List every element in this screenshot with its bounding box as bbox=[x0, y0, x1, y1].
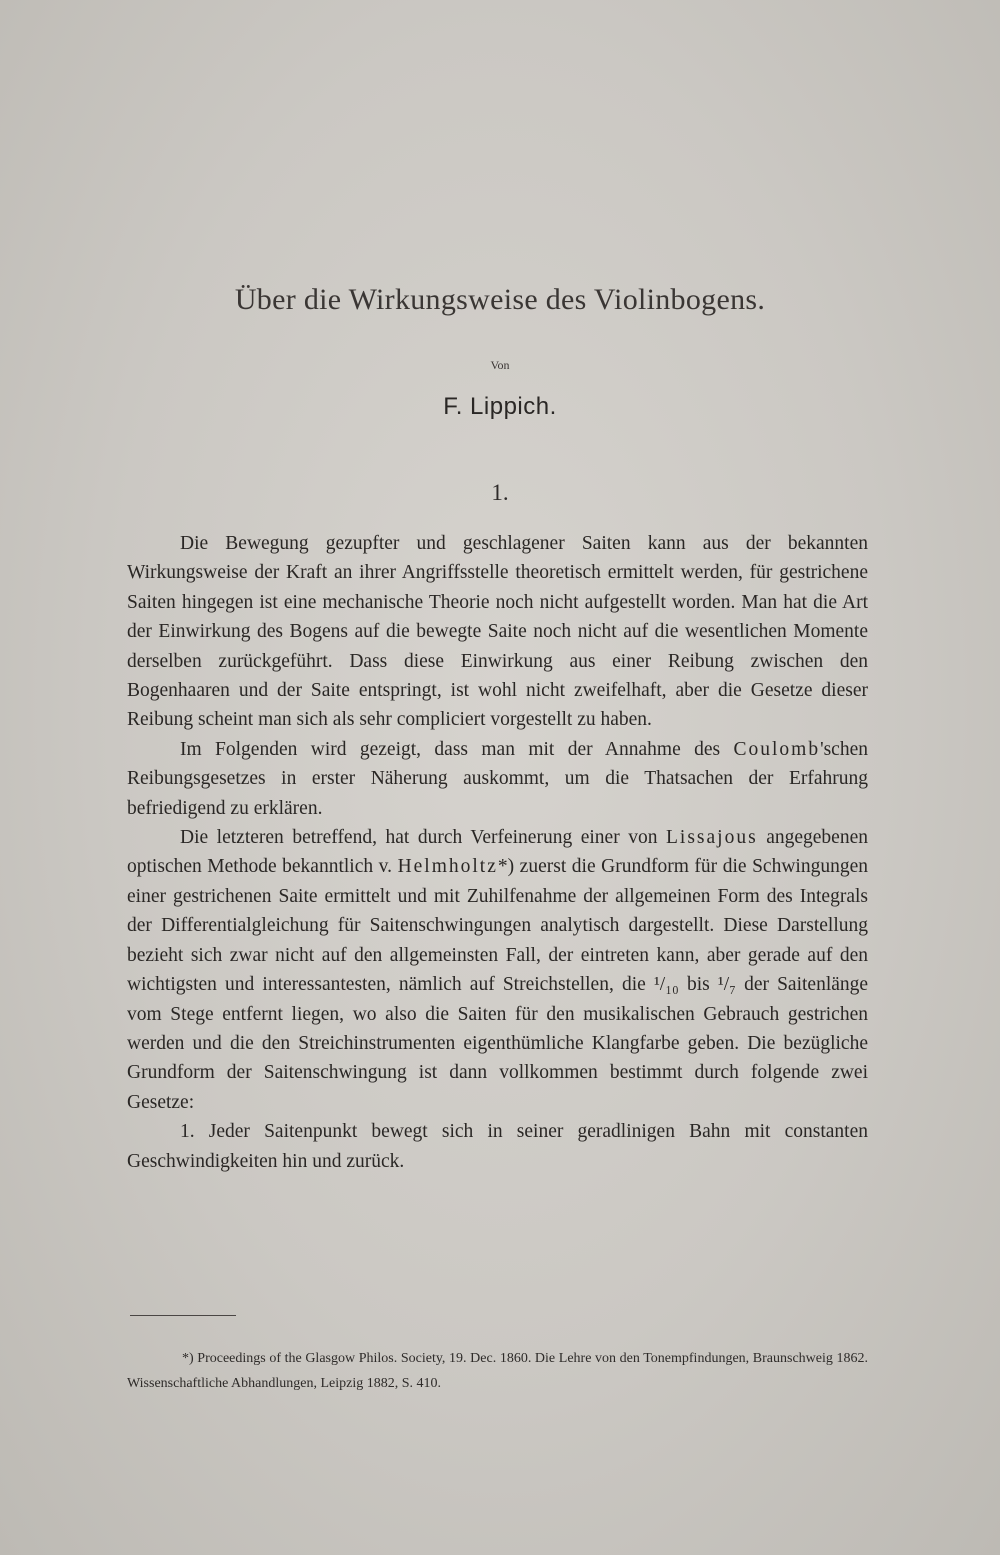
paragraph-4: 1. Jeder Saitenpunkt bewegt sich in seiner geradlinigen Bahn mit constanten Geschwindigkeiten hin und zurück. bbox=[127, 1121, 868, 1172]
word-bis: bis bbox=[686, 974, 710, 996]
person-name-helmholtz: Helmholtz bbox=[397, 856, 498, 878]
fraction-one-tenth: ¹/₁₀ bbox=[653, 974, 679, 996]
byline-prefix: Von bbox=[490, 358, 510, 372]
footnote-divider bbox=[130, 1315, 236, 1316]
paragraph-3-mid: angegebenen optischen Methode bekanntlich v. bbox=[127, 827, 868, 878]
person-name-lissajous: Lissajous bbox=[666, 827, 758, 849]
paragraph-3-rest-2: der Saitenlänge vom Stege entfernt liegen, wo also die Saiten für den musikalischen Gebrauch gestrichen werden und die den Streichinstrumenten eigenthümliche Klangfarbe geben. Die bezügliche Grundform der Saitenschwingung ist dann vollkommen bestimmt durch folgende zwei Gesetze: bbox=[127, 974, 869, 1113]
paragraph-3-rest-1: *) zuerst die Grundform für die Schwingungen einer gestrichenen Saite ermittelt und mit Zuhilfenahme der allgemeinen Form des Integrals der Differentialgleichung für Saitenschwingungen analytisch dargestellt. Diese Darstellung bezieht sich zwar nicht auf den allgemeinsten Fall, der eintreten kann, aber gerade auf den wichtigsten und interessantesten, nämlich auf Streichstellen, die bbox=[127, 856, 868, 996]
paragraph-1: Die Bewegung gezupfter und geschlagener Saiten kann aus der bekannten Wirkungsweise der Kraft an ihrer Angriffsstelle theoretisch ermittelt werden, für gestrichene Saiten hingegen ist eine mechanische Theorie noch nicht aufgestellt worden. Man hat die Art der Einwirkung des Bogens auf die bewegte Saite noch nicht auf die wesentlichen Momente derselben zurückgeführt. Dass diese Einwirkung aus einer Reibung zwischen den Bogenhaaren und der Saite entspringt, ist wohl nicht zweifelhaft, aber die Gesetze dieser Reibung scheint man sich als sehr compliciert vorgestellt zu haben. bbox=[127, 533, 868, 731]
paragraph-3 bbox=[127, 823, 868, 1117]
section-number: 1. bbox=[491, 480, 509, 505]
article-title: Über die Wirkungsweise des Violinbogens. bbox=[234, 283, 766, 316]
fraction-one-seventh: ¹/₇ bbox=[717, 974, 736, 996]
article-body bbox=[127, 529, 868, 1176]
paragraph-2-start: Im Folgenden wird gezeigt, dass man mit der Annahme des bbox=[180, 738, 721, 760]
person-name-coulomb: Coulomb bbox=[733, 738, 821, 760]
paragraph-3-start: Die letzteren betreffend, hat durch Verfeinerung einer von bbox=[180, 827, 658, 849]
paragraph-2-rest: 'schen Reibungsgesetzes in erster Näherung auskommt, um die Thatsachen der Erfahrung befriedigend zu erklären. bbox=[127, 738, 868, 819]
author-name: F. Lippich. bbox=[443, 393, 557, 420]
footnote: *) Proceedings of the Glasgow Philos. Society, 19. Dec. 1860. Die Lehre von den Tonempfindungen, Braunschweig 1862. Wissenschaftliche Abhandlungen, Leipzig 1882, S. 410. bbox=[127, 1351, 868, 1391]
paragraph-2 bbox=[127, 735, 868, 823]
